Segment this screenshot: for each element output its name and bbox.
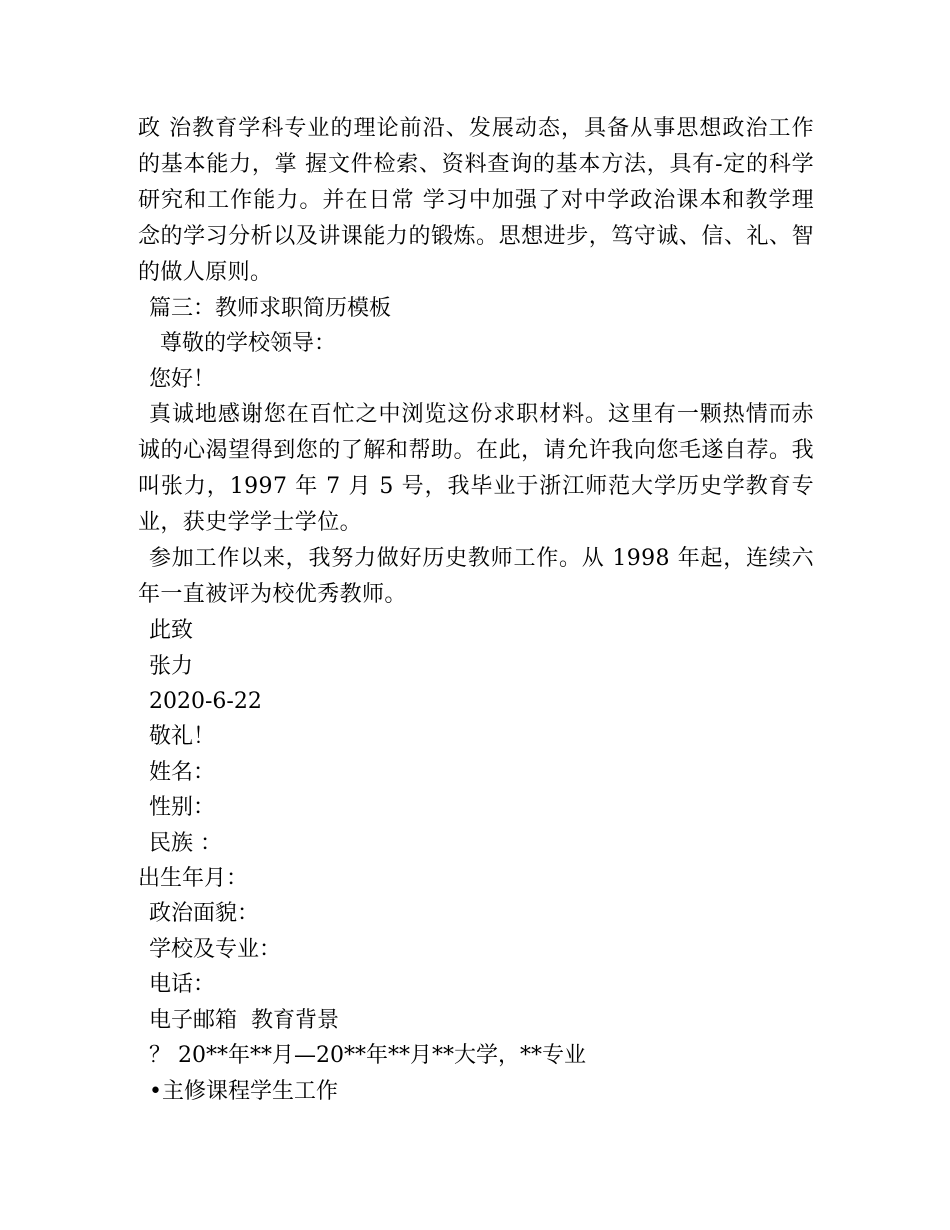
field-email-education: 电子邮箱 教育背景 [149,1007,339,1033]
field-ethnicity: 民族 ： [149,830,222,856]
education-entry: ？ 20**年**月—20**年**月**大学，**专业 [149,1043,586,1069]
body-paragraph-1: 真诚地感谢您在百忙之中浏览这份求职材料。这里有一颗热情而赤诚的心渴望得到您的了解和帮助。在此，请允许我向您毛遂自荐。我叫张力，1997 年 7 月 5 号，我毕业于浙江师范大学历史学教育专业，获史学学士学位。 [138,402,814,536]
field-political-status: 政治面貌： [149,901,260,927]
field-phone: 电话： [149,972,216,998]
field-gender: 性别： [149,795,216,821]
letter-date: 2020-6-22 [149,689,262,715]
field-school-major: 学校及专业： [149,936,282,962]
regards: 敬礼！ [149,724,216,750]
document-page [138,111,814,1109]
salutation: 尊敬的学校领导： [160,331,337,357]
greeting: 您好！ [149,366,216,392]
field-birth: 出生年月： [138,866,249,892]
signature-name: 张力 [149,653,194,679]
intro-paragraph: 政 治教育学科专业的理论前沿、发展动态，具备从事思想政治工作的基本能力，掌 握文件检索、资料查询的基本方法，具有-定的科学研究和工作能力。并在日常 学习中加强了对中学政治课本和教学理念的学习分析以及讲课能力的锻炼。思想进步，笃守诚、信、礼、智的做人原则。 [138,116,814,285]
field-name: 姓名： [149,759,216,785]
courses-line: •主修课程学生工作 [149,1078,338,1104]
section-title: 篇三：教师求职简历模板 [149,296,392,321]
closing: 此致 [149,618,194,644]
body-paragraph-2: 参加工作以来，我努力做好历史教师工作。从 1998 年起，连续六年一直被评为校优秀教师。 [138,546,814,608]
